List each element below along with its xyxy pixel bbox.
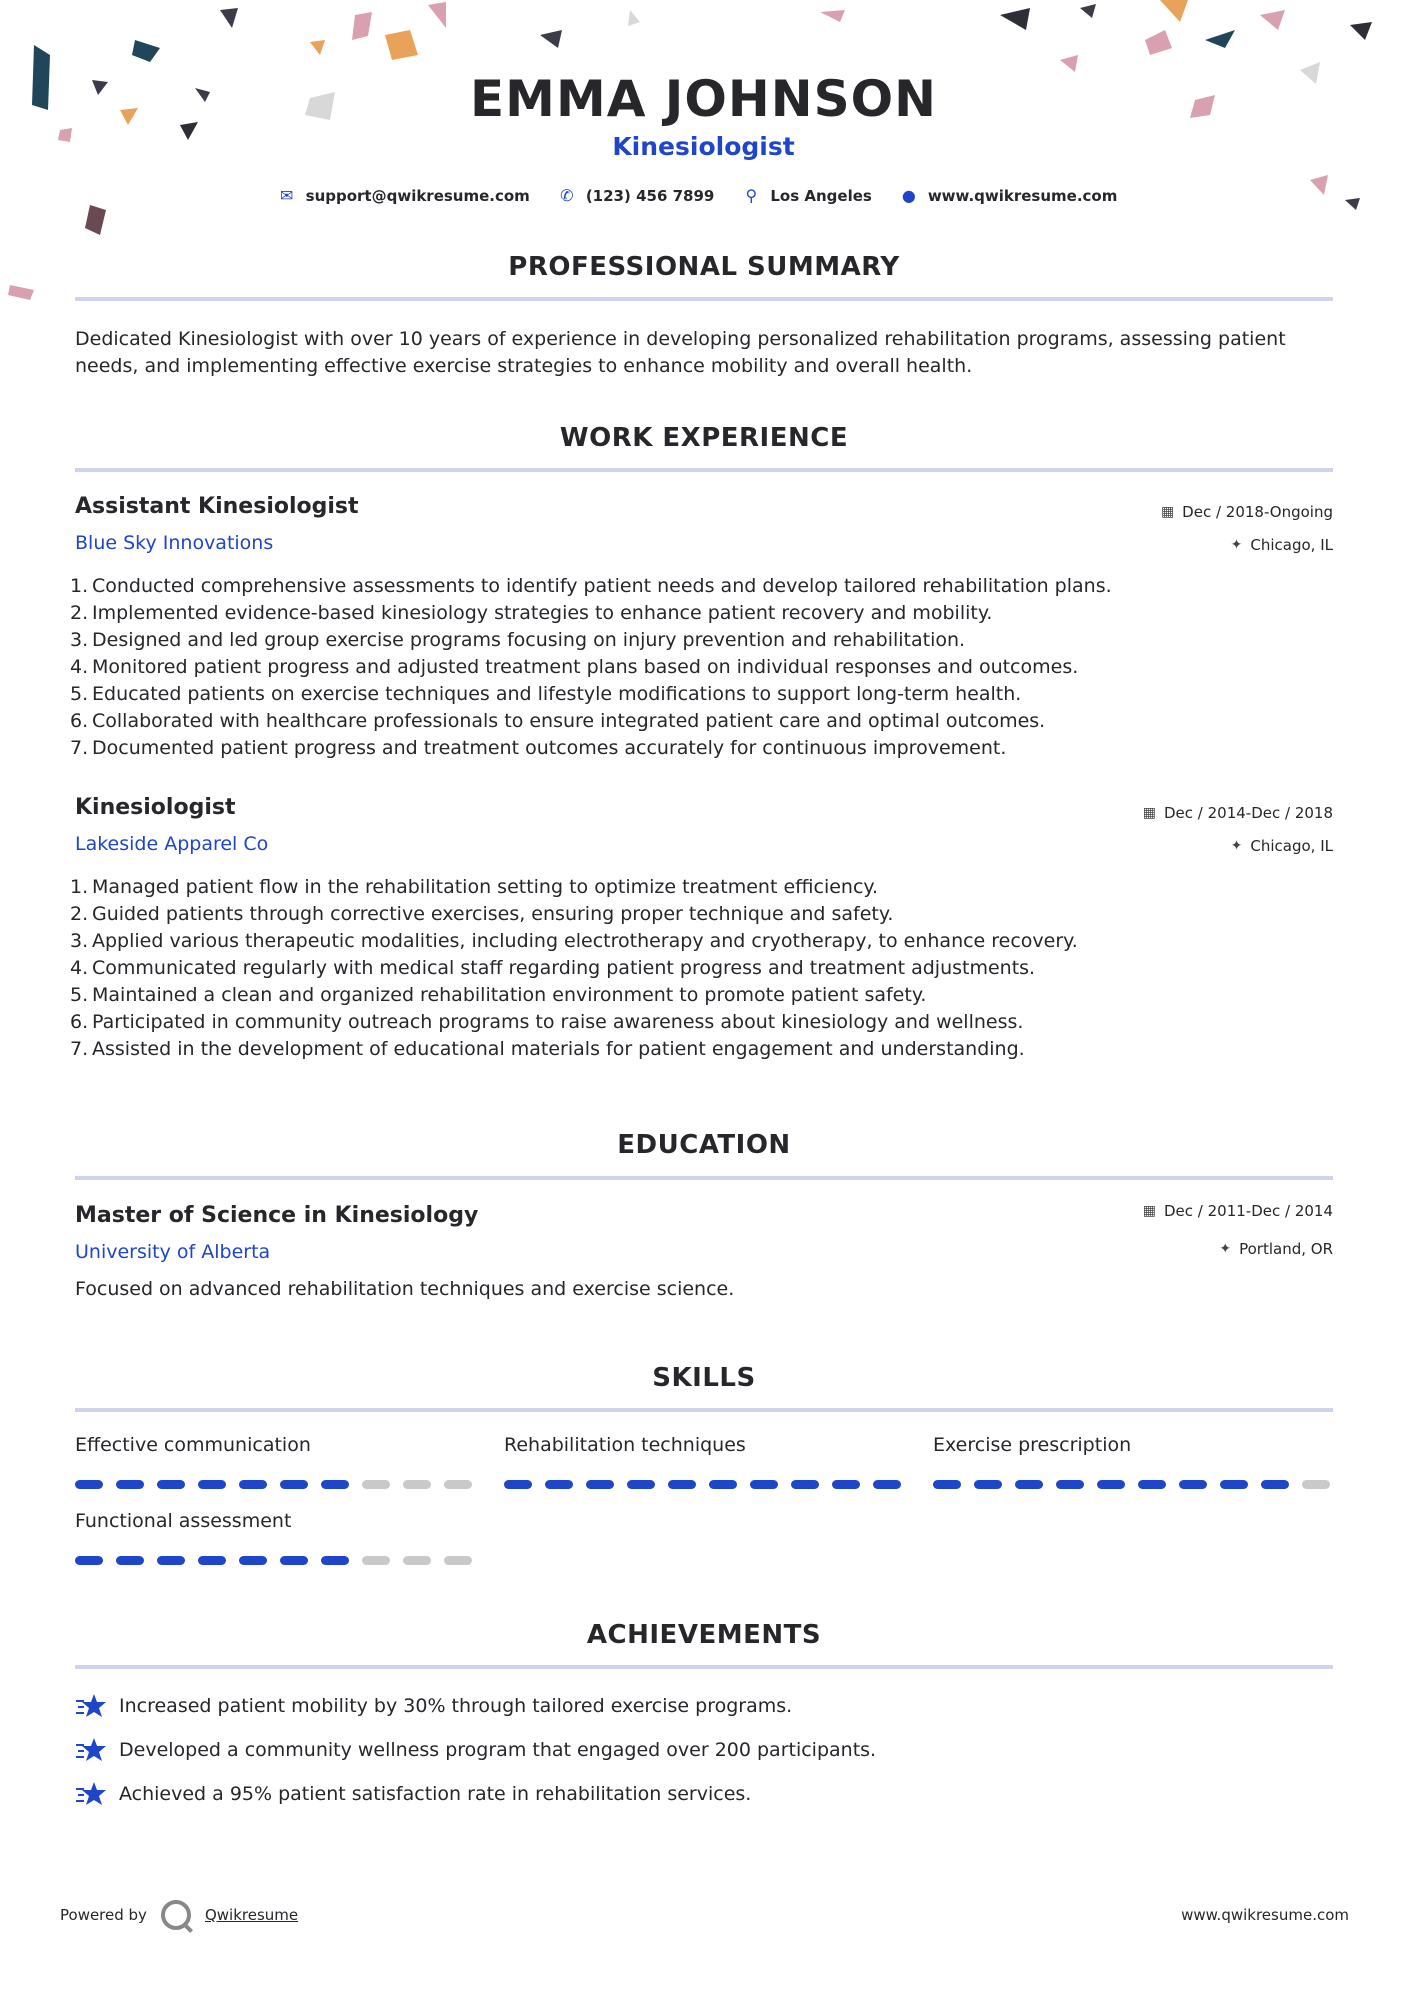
calendar-icon: ▦: [1160, 504, 1175, 520]
achievement-item: [75, 1692, 792, 1720]
skill-level-segment: [832, 1480, 860, 1489]
skill-level-segment: [974, 1480, 1002, 1489]
job-location: [1231, 837, 1333, 855]
calendar-icon: ▦: [1142, 1203, 1156, 1219]
list-item: 3. Designed and led group exercise programs focusing on injury prevention and rehabilitation.: [70, 629, 966, 651]
skill-level-segment: [627, 1480, 655, 1489]
skill-level-segment: [403, 1556, 431, 1565]
skill-name: Exercise prescription: [933, 1434, 1132, 1456]
skill-level-segment: [709, 1480, 737, 1489]
skill-level-segment: [157, 1480, 185, 1489]
degree-title: Master of Science in Kinesiology: [75, 1203, 479, 1228]
achievements-heading: ACHIEVEMENTS: [586, 1620, 822, 1650]
skill-level-segment: [1056, 1480, 1084, 1489]
job-title: Assistant Kinesiologist: [75, 494, 359, 519]
contact-phone-text: (123) 456 7899: [585, 186, 715, 205]
list-item: 7. Assisted in the development of educational materials for patient engagement and understanding.: [70, 1038, 1025, 1060]
company-name: Blue Sky Innovations: [75, 532, 274, 554]
skill-level-bar: [504, 1480, 901, 1489]
skill-level-segment: [545, 1480, 573, 1489]
experience-divider: [75, 468, 1333, 472]
education-date-text: Dec / 2011-Dec / 2014: [1164, 1202, 1333, 1220]
pushpin-icon: ✦: [1219, 1241, 1232, 1257]
skill-level-segment: [873, 1480, 901, 1489]
job-bullets: [70, 874, 1330, 1063]
contact-location-text: Los Angeles: [770, 186, 872, 205]
education-heading: EDUCATION: [617, 1130, 791, 1160]
skill-item: [75, 1434, 475, 1456]
list-item: 5. Maintained a clean and organized rehabilitation environment to promote patient safety.: [70, 984, 927, 1006]
skill-level-segment: [403, 1480, 431, 1489]
resume-header: [0, 70, 1407, 161]
list-item: 3. Applied various therapeutic modalities, including electrotherapy and cryotherapy, to enhance recovery.: [70, 930, 1078, 952]
skill-item: [75, 1510, 475, 1532]
school-name: University of Alberta: [75, 1241, 271, 1263]
skill-level-bar: [75, 1480, 472, 1489]
list-item: 1. Managed patient flow in the rehabilitation setting to optimize treatment efficiency.: [70, 876, 878, 898]
skill-level-segment: [362, 1480, 390, 1489]
education-divider: [75, 1176, 1333, 1180]
achievement-text: Achieved a 95% patient satisfaction rate in rehabilitation services.: [119, 1783, 752, 1805]
contact-phone[interactable]: [558, 186, 715, 205]
skill-level-segment: [1138, 1480, 1166, 1489]
skill-level-segment: [444, 1480, 472, 1489]
skill-level-segment: [157, 1556, 185, 1565]
skill-level-segment: [116, 1480, 144, 1489]
skill-level-bar: [933, 1480, 1330, 1489]
contact-bar: [0, 186, 1407, 205]
skill-level-segment: [75, 1480, 103, 1489]
skill-level-segment: [280, 1480, 308, 1489]
achievement-text: Increased patient mobility by 30% through tailored exercise programs.: [119, 1695, 793, 1717]
contact-location: [742, 186, 871, 205]
star-icon: [75, 1780, 107, 1808]
skill-level-segment: [933, 1480, 961, 1489]
skill-level-segment: [1015, 1480, 1043, 1489]
contact-email[interactable]: [278, 186, 530, 205]
education-date: [1143, 1202, 1333, 1220]
envelope-icon: ✉: [279, 186, 294, 205]
pushpin-icon: ✦: [1230, 537, 1243, 553]
skill-level-bar: [75, 1556, 472, 1565]
skills-heading: SKILLS: [652, 1363, 756, 1393]
skill-level-segment: [321, 1556, 349, 1565]
job-date-text: Dec / 2014-Dec / 2018: [1164, 804, 1333, 822]
education-location-text: Portland, OR: [1239, 1240, 1333, 1258]
list-item: 1. Conducted comprehensive assessments to identify patient needs and develop tailored rehabilitation plans.: [70, 575, 1112, 597]
pushpin-icon: ✦: [1230, 838, 1243, 854]
qwikresume-logo-icon: [161, 1900, 191, 1930]
skill-level-segment: [321, 1480, 349, 1489]
job-location: [1231, 536, 1333, 554]
education-location: [1219, 1240, 1333, 1258]
skill-level-segment: [280, 1556, 308, 1565]
skill-level-segment: [668, 1480, 696, 1489]
skill-level-segment: [791, 1480, 819, 1489]
skill-level-segment: [1220, 1480, 1248, 1489]
summary-heading: PROFESSIONAL SUMMARY: [508, 252, 900, 282]
footer-url[interactable]: www.qwikresume.com: [1181, 1906, 1349, 1924]
star-icon: [75, 1692, 107, 1720]
skill-level-segment: [75, 1556, 103, 1565]
calendar-icon: ▦: [1142, 805, 1156, 821]
skill-level-segment: [586, 1480, 614, 1489]
skill-level-segment: [1097, 1480, 1125, 1489]
job-date: [1143, 804, 1333, 822]
skill-level-segment: [239, 1556, 267, 1565]
footer-powered-by: [60, 1900, 298, 1930]
list-item: 4. Monitored patient progress and adjusted treatment plans based on individual responses and outcomes.: [70, 656, 1079, 678]
experience-heading: WORK EXPERIENCE: [559, 423, 849, 453]
skill-level-segment: [198, 1480, 226, 1489]
phone-icon: ✆: [560, 186, 574, 205]
achievements-divider: [75, 1665, 1333, 1669]
list-item: 7. Documented patient progress and treatment outcomes accurately for continuous improvement.: [70, 737, 1007, 759]
skills-divider: [75, 1408, 1333, 1412]
skill-name: Functional assessment: [75, 1510, 292, 1532]
job-date-text: Dec / 2018-Ongoing: [1182, 503, 1333, 521]
skill-level-segment: [198, 1556, 226, 1565]
list-item: 2. Implemented evidence-based kinesiology strategies to enhance patient recovery and mobility.: [70, 602, 993, 624]
summary-text: Dedicated Kinesiologist with over 10 years of experience in developing personalized rehabilitation programs, assessing patient needs, and implementing effective exercise strategies to enhance mobility and overall health.: [75, 328, 1286, 377]
achievement-item: [75, 1736, 876, 1764]
job-location-text: Chicago, IL: [1250, 837, 1333, 855]
skill-level-segment: [750, 1480, 778, 1489]
candidate-name: EMMA JOHNSON: [470, 70, 937, 128]
summary-divider: [75, 297, 1333, 301]
contact-website[interactable]: [900, 186, 1118, 205]
achievement-text: Developed a community wellness program that engaged over 200 participants.: [119, 1739, 877, 1761]
skill-level-segment: [362, 1556, 390, 1565]
skill-item: [504, 1434, 904, 1456]
star-icon: [75, 1736, 107, 1764]
contact-email-text: support@qwikresume.com: [305, 186, 530, 205]
globe-icon: ●: [901, 186, 916, 205]
skill-level-segment: [116, 1556, 144, 1565]
skill-item: [933, 1434, 1333, 1456]
brand-link[interactable]: Qwikresume: [204, 1906, 299, 1924]
skill-name: Rehabilitation techniques: [504, 1434, 746, 1456]
skill-level-segment: [1179, 1480, 1207, 1489]
list-item: 6. Participated in community outreach programs to raise awareness about kinesiology and wellness.: [70, 1011, 1024, 1033]
skill-level-segment: [239, 1480, 267, 1489]
achievement-item: [75, 1780, 751, 1808]
skill-level-segment: [1302, 1480, 1330, 1489]
job-location-text: Chicago, IL: [1250, 536, 1333, 554]
skill-name: Effective communication: [75, 1434, 311, 1456]
skill-level-segment: [504, 1480, 532, 1489]
education-description: Focused on advanced rehabilitation techniques and exercise science.: [75, 1278, 735, 1300]
list-item: 4. Communicated regularly with medical staff regarding patient progress and treatment adjustments.: [70, 957, 1036, 979]
job-date: [1161, 503, 1333, 521]
list-item: 2. Guided patients through corrective exercises, ensuring proper technique and safety.: [70, 903, 894, 925]
map-pin-icon: ⚲: [745, 186, 758, 205]
job-bullets: [70, 573, 1330, 762]
job-title: Kinesiologist: [75, 795, 236, 820]
company-name: Lakeside Apparel Co: [75, 833, 269, 855]
list-item: 5. Educated patients on exercise techniques and lifestyle modifications to support long-term health.: [70, 683, 1022, 705]
contact-website-text: www.qwikresume.com: [927, 186, 1118, 205]
list-item: 6. Collaborated with healthcare professionals to ensure integrated patient care and optimal outcomes.: [70, 710, 1046, 732]
skill-level-segment: [444, 1556, 472, 1565]
powered-by-label: Powered by: [60, 1906, 147, 1924]
candidate-role: Kinesiologist: [612, 132, 795, 161]
skill-level-segment: [1261, 1480, 1289, 1489]
